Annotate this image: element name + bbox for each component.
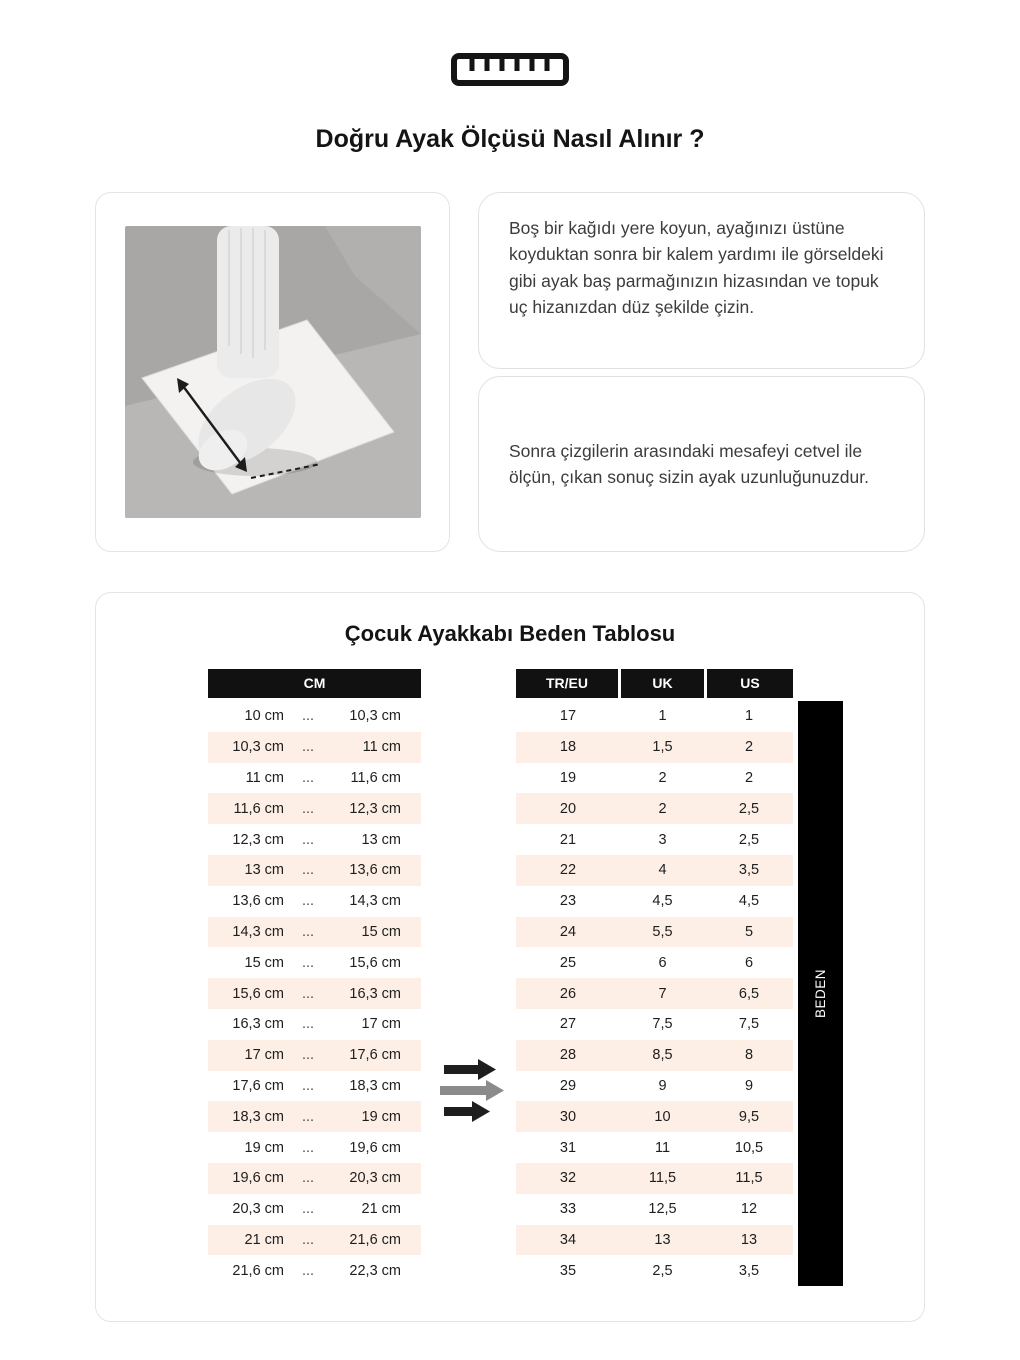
cm-max-value: 10,3 cm [349,708,401,725]
uk-size-value: 4,5 [652,893,673,910]
uk-size-value: 11 [654,1139,671,1156]
cm-table-row [208,763,421,794]
cm-min-value: 13 cm [244,862,284,879]
cm-min-value: 19 cm [244,1139,284,1156]
cm-min-value: 15 cm [244,954,284,971]
us-size-value: 9,5 [738,1108,760,1125]
treu-size-value: 24 [559,923,577,940]
treu-size-value: 26 [559,985,577,1002]
size-table-row [516,855,793,886]
size-table-row [516,1071,793,1102]
uk-size-value: 2 [658,769,667,786]
cm-max-value: 19 cm [361,1108,401,1125]
cm-min-value: 18,3 cm [232,1108,284,1125]
range-dots: ... [301,1170,315,1187]
range-dots: ... [301,1047,315,1064]
ruler-icon [0,0,1020,95]
cm-min-value: 11,6 cm [233,800,284,817]
treu-size-value: 32 [559,1170,577,1187]
size-table-row [516,1101,793,1132]
treu-size-value: 28 [559,1047,577,1064]
cm-table-row [208,886,421,917]
cm-table-row [208,1009,421,1040]
us-size-value: 4,5 [738,893,760,910]
uk-size-value: 5,5 [652,923,673,940]
range-dots: ... [301,800,315,817]
size-table-header-uk: UK [621,669,704,698]
size-chart-card [95,592,925,1322]
range-dots: ... [301,1139,315,1156]
range-dots: ... [301,769,315,786]
cm-table-row [208,732,421,763]
uk-size-value: 3 [658,831,667,848]
size-table-body [516,701,793,1286]
treu-size-value: 35 [559,1262,577,1279]
treu-size-value: 22 [559,862,577,879]
cm-min-value: 13,6 cm [232,893,284,910]
range-dots: ... [301,1016,315,1033]
uk-size-value: 9 [658,1077,667,1094]
range-dots: ... [301,739,315,756]
cm-table-row [208,947,421,978]
size-table-row [516,886,793,917]
range-dots: ... [301,1262,315,1279]
size-table-row [516,824,793,855]
uk-size-value: 1,5 [652,739,673,756]
us-size-value: 5 [744,923,754,940]
treu-size-value: 20 [559,800,577,817]
cm-table-row [208,1132,421,1163]
us-size-value: 11,5 [735,1170,763,1187]
cm-table-body [208,701,421,1286]
foot-measure-illustration [125,226,421,518]
cm-max-value: 15 cm [361,923,401,940]
cm-table-row [208,1071,421,1102]
instruction-steps [478,192,925,552]
us-size-value: 3,5 [738,862,760,879]
size-table-header-treu: TR/EU [516,669,618,698]
uk-size-value: 7 [658,985,667,1002]
size-tables [208,669,924,1286]
us-size-value: 8 [744,1047,754,1064]
cm-max-value: 13 cm [361,831,401,848]
treu-size-value: 31 [559,1139,577,1156]
measurement-photo-card [95,192,450,552]
cm-min-value: 17 cm [244,1047,284,1064]
size-table-row [516,1009,793,1040]
cm-table-row [208,1163,421,1194]
uk-size-value: 6 [658,954,667,971]
uk-size-value: 10 [654,1108,671,1125]
cm-min-value: 14,3 cm [232,923,284,940]
cm-table-row [208,824,421,855]
treu-size-value: 17 [559,708,577,725]
uk-size-value: 11,5 [648,1170,677,1187]
size-table-row [516,793,793,824]
transfer-arrows-icon [440,1057,508,1128]
us-size-value: 2 [744,769,754,786]
range-dots: ... [301,862,315,879]
us-size-value: 13 [740,1231,758,1248]
range-dots: ... [301,708,315,725]
cm-min-value: 21,6 cm [232,1262,284,1279]
cm-table-row [208,1040,421,1071]
treu-size-value: 33 [559,1201,577,1218]
cm-min-value: 11 cm [245,769,284,786]
cm-min-value: 12,3 cm [232,831,284,848]
us-size-value: 2 [744,739,754,756]
us-size-value: 2,5 [738,831,760,848]
size-table-row [516,732,793,763]
cm-table-row [208,1255,421,1286]
us-size-value: 6 [744,954,754,971]
size-conversion-table [516,669,793,1286]
cm-max-value: 11,6 cm [350,769,401,786]
treu-size-value: 29 [559,1077,577,1094]
page-title: Doğru Ayak Ölçüsü Nasıl Alınır ? [315,125,705,153]
range-dots: ... [301,1231,315,1248]
cm-table-row [208,701,421,732]
cm-min-value: 10 cm [244,708,284,725]
cm-min-value: 16,3 cm [232,1016,284,1033]
uk-size-value: 13 [654,1231,671,1248]
cm-table [208,669,421,1286]
size-table-row [516,1163,793,1194]
cm-max-value: 21 cm [361,1201,401,1218]
range-dots: ... [301,985,315,1002]
us-size-value: 2,5 [738,800,760,817]
treu-size-value: 18 [559,739,577,756]
size-table-header-us: US [707,669,793,698]
treu-size-value: 27 [559,1016,577,1033]
how-to-section [95,192,925,552]
cm-max-value: 20,3 cm [349,1170,401,1187]
treu-size-value: 25 [559,954,577,971]
size-table-row [516,1040,793,1071]
cm-max-value: 19,6 cm [349,1139,401,1156]
us-size-value: 1 [744,708,754,725]
uk-size-value: 4 [658,862,667,879]
cm-max-value: 18,3 cm [349,1077,401,1094]
beden-side-label [798,701,843,1286]
cm-min-value: 10,3 cm [232,739,284,756]
size-chart-title: Çocuk Ayakkabı Beden Tablosu [344,621,676,646]
range-dots: ... [301,1077,315,1094]
cm-table-row [208,1194,421,1225]
instruction-step-2-text: Sonra çizgilerin arasındaki mesafeyi cetvel ile ölçün, çıkan sonuç sizin ayak uzunluğunuzdur. [509,440,869,487]
uk-size-value: 12,5 [648,1201,677,1218]
cm-max-value: 16,3 cm [349,985,401,1002]
cm-table-row [208,917,421,948]
size-table-row [516,1194,793,1225]
cm-min-value: 15,6 cm [232,985,284,1002]
cm-min-value: 21 cm [244,1231,284,1248]
cm-table-row [208,1225,421,1256]
size-table-row [516,917,793,948]
cm-table-row [208,855,421,886]
treu-size-value: 23 [559,893,577,910]
treu-size-value: 30 [559,1108,577,1125]
us-size-value: 6,5 [738,985,760,1002]
beden-side-label-text: BEDEN [813,969,829,1019]
range-dots: ... [301,1108,315,1125]
cm-max-value: 22,3 cm [349,1262,401,1279]
instruction-step-1: Boş bir kağıdı yere koyun, ayağınızı üstüne koyduktan sonra bir kalem yardımı ile görseldeki gibi ayak baş parmağınızın hizasından ve topuk uç hizanızdan düz şekilde çizin. [478,192,925,369]
size-table-row [516,1132,793,1163]
cm-max-value: 21,6 cm [349,1231,401,1248]
cm-min-value: 17,6 cm [232,1077,284,1094]
range-dots: ... [301,893,315,910]
cm-max-value: 11 cm [362,739,401,756]
cm-max-value: 17,6 cm [349,1047,401,1064]
cm-min-value: 19,6 cm [232,1170,284,1187]
size-table-row [516,978,793,1009]
us-size-value: 12 [740,1201,758,1218]
size-table-row [516,1225,793,1256]
instruction-step-2 [478,376,925,553]
cm-max-value: 14,3 cm [349,893,401,910]
cm-table-row [208,978,421,1009]
cm-table-header: CM [208,669,421,698]
treu-size-value: 21 [559,831,577,848]
uk-size-value: 1 [658,708,667,725]
cm-table-row [208,793,421,824]
cm-table-row [208,1101,421,1132]
us-size-value: 10,5 [734,1139,764,1156]
size-table-row [516,701,793,732]
us-size-value: 7,5 [738,1016,760,1033]
us-size-value: 3,5 [738,1262,760,1279]
size-table-row [516,947,793,978]
uk-size-value: 2 [658,800,667,817]
uk-size-value: 7,5 [652,1016,673,1033]
us-size-value: 9 [744,1077,754,1094]
range-dots: ... [301,1201,315,1218]
cm-max-value: 12,3 cm [349,800,401,817]
cm-max-value: 13,6 cm [349,862,401,879]
size-table-header-row [516,669,793,698]
cm-max-value: 17 cm [361,1016,401,1033]
size-table-row [516,1255,793,1286]
range-dots: ... [301,831,315,848]
treu-size-value: 19 [559,769,577,786]
range-dots: ... [301,954,315,971]
treu-size-value: 34 [559,1231,577,1248]
range-dots: ... [301,923,315,940]
size-table-row [516,763,793,794]
uk-size-value: 8,5 [652,1047,673,1064]
cm-min-value: 20,3 cm [232,1201,284,1218]
cm-max-value: 15,6 cm [349,954,401,971]
uk-size-value: 2,5 [652,1262,673,1279]
